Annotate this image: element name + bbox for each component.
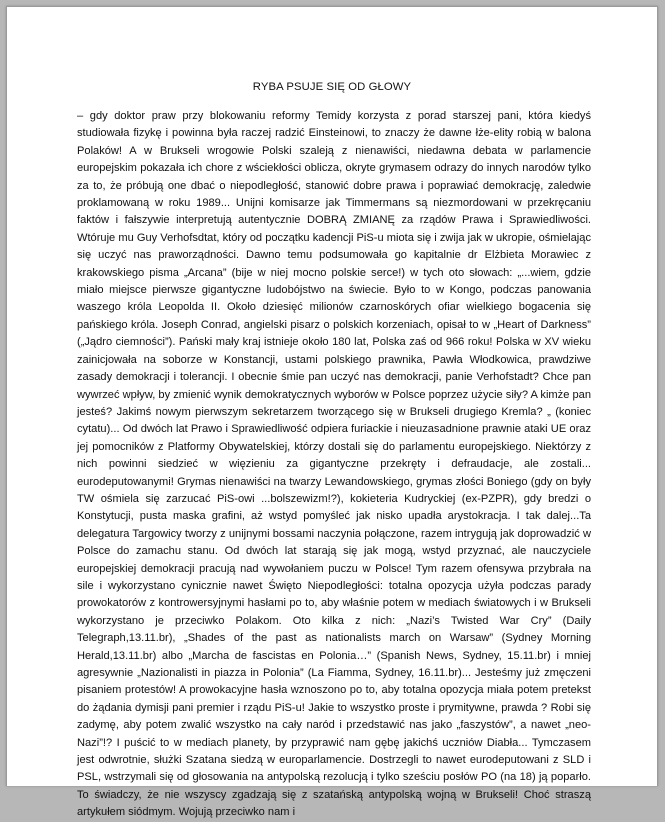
document-body: – gdy doktor praw przy blokowaniu reformy Temidy korzysta z porad starszej pani, która kiedyś studiowała fizykę i powinna była raczej radzić Einsteinowi, to znaczy że dawne łże-elity robią w balona Polaków! A w Brukseli wrogowie Polski szaleją z nienawiści, niedawna debata w parlamencie europejskim pokazała ich chore z wściekłości oblicza, okryte grymasem odrazy do innych narodów tylko za to, że próbują one dbać o niepodległość, stanowić dobre prawa i poprawiać demokrację, zaledwie proklamowaną w roku 1989... Unijni komisarze jak Timmermans są niezmordowani w przekręcaniu faktów i fałszywie interpretują autentycznie DOBRĄ ZMIANĘ za rządów Prawa i Sprawiedliwości. Wtóruje mu Guy Verhofsdtat, który od początku kadencji PiS-u miota się i zwija jak w ukropie, ośmielając się uczyć nas praworządności. Dawno temu podsumowała go kapitalnie dr Elżbieta Morawiec z krakowskiego pisma „Arcana” (bije w niej mocno polskie serce!) w tych oto słowach: „...wiem, gdzie miało miejsce pierwsze gigantyczne ludobójstwo na świecie. Było to w Kongo, podczas panowania waszego króla Leopolda II. Około dziesięć milionów czarnoskórych ofiar wielkiego bogacenia się pańskiego króla. Joseph Conrad, angielski pisarz o polskich korzeniach, opisał to w „Heart of Darkness” („Jądro ciemności”). Pański mały kraj istnieje około 180 lat, Polska zaś od 966 roku! Polska w XV wieku zainicjowała na soborze w Konstancji, ustami polskiego prawnika, Pawła Włodkowica, prawdziwe zasady demokracji i tolerancji. I obecnie śmie pan uczyć nas demokracji, panie Verhofstadt? Chce pan wywrzeć wpływ, by zmienić wynik demokratycznych wyborów w Polsce poprzez użycie siły? A kimże pan jesteś? Jakimś nowym pierwszym sekretarzem tworzącego się w Brukseli drugiego Kremla? „ (koniec cytatu)... Od dwóch lat Prawo i Sprawiedliwość odpiera furiackie i nieuzasadnione prawnie ataki UE oraz jej pomocników z Platformy Obywatelskiej, którzy dostali się do parlamentu europejskiego. Niektórzy z nich powinni siedzieć w więzieniu za gigantyczne przekręty i defraudacje, ale zostali... eurodeputowanymi! Grymas nienawiści na twarzy Lewandowskiego, grymas złości Boniego (gdy on były TW ośmiela się zarzucać PiS-owi ...bolszewizm!?), kokieteria Kudryckiej (ex-PZPR), gdy bredzi o Konstytucji, pusta maska grafini, aż wstyd pomyśleć jak nisko upadła arystokracja. I tak dalej...Ta delegatura Targowicy tworzy z unijnymi bossami naczynia połączone, razem intrygują jak doprowadzić w Polsce do zamachu stanu. Od dwóch lat starają się jak mogą, wstyd przyznać, ale nauczyciele europejskiej demokracji pracują nad wywołaniem puczu w Polsce! Tym razem ofensywa przybrała na sile i wykorzystano cynicznie nawet Święto Niepodległości: totalna opozycja użyła podczas parady prowokatorów z kontrowersyjnymi hasłami po to, aby właśnie potem w mediach światowych i w Brukseli wykorzystano je przeciwko Polakom. Oto kilka z nich: „Nazi’s Twisted War Cry” (Daily Telegraph,13.11.br), „Shades of the past as nationalists march on Warsaw” (Sydney Morning Herald,13.11.br) albo „Marcha de fascistas en Polonia…” (Spanish News, Sydney, 15.11.br) i mniej agresywnie „Nazionalisti in piazza in Polonia” (La Fiamma, Sydney, 16.11.br)... Jesteśmy już zmęczeni pisaniem protestów! A prowokacyjne hasła wznoszono po to, aby totalna opozycja miała potem pretekst do żądania dymisji pani premier i rządu PiS-u! Jakie to wszystko proste i prymitywne, prawda ? Robi się zadymę, aby potem zwalić wszystko na cały naród i przedstawić nas jako „faszystów”, a nawet „neo-Nazi”!? I puścić to w mediach planety, by przyprawić nam gębę jakichś uczniów Diabła... Tymczasem jest odwrotnie, służki Szatana siedzą w europarlamencie. Dostrzegli to nawet eurodeputowani z SLD i PSL, wstrzymali się od głosowania na antypolską rezolucją i tylko sześciu posłów PO (na 18) ją poparło. To świadczy, że nie wszyscy zgadzają się z szatańską antypolską wojną w Brukseli! Choć straszą artykułem siódmym. Wojują przeciwko nam i	[77, 110, 591, 819]
document-page	[6, 6, 658, 819]
document-title: RYBA PSUJE SIĘ OD GŁOWY	[252, 81, 412, 93]
